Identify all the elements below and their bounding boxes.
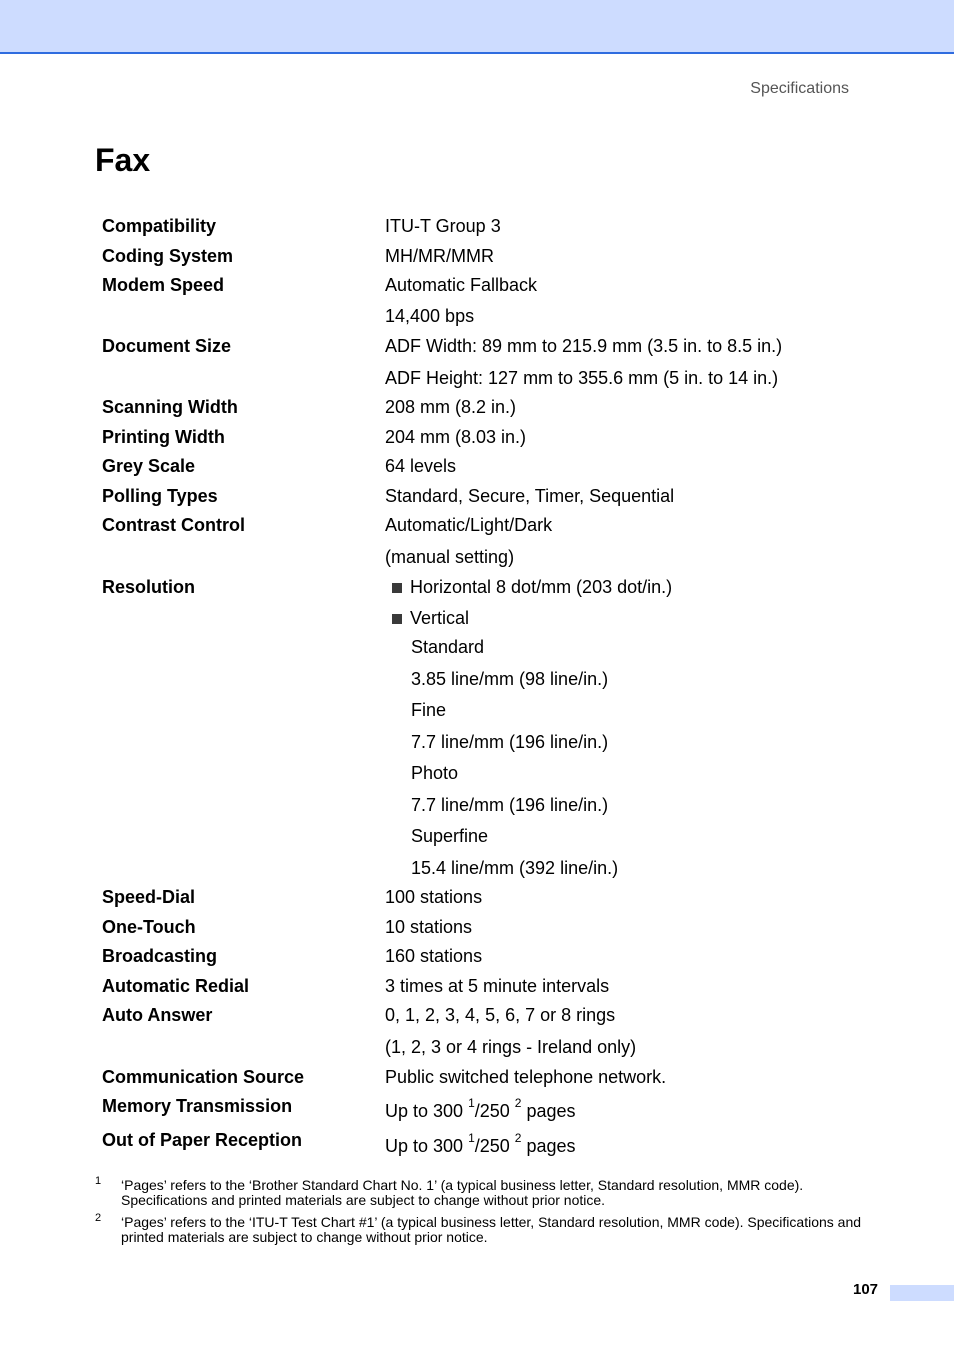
spec-label: Automatic Redial [102, 976, 250, 996]
footnote-ref: 1 [468, 1131, 475, 1145]
spec-row-contrast-control [0, 515, 954, 541]
spec-value: 204 mm (8.03 in.) [385, 427, 527, 447]
spec-value: 7.7 line/mm (196 line/in.) [411, 795, 609, 815]
spec-label: One-Touch [102, 917, 196, 937]
spec-row-document-size [0, 336, 954, 362]
spec-value: 64 levels [385, 456, 457, 476]
spec-label: Modem Speed [102, 275, 225, 295]
footnote-ref: 2 [514, 1096, 522, 1110]
value-prefix: Up to 300 [385, 1101, 469, 1121]
spec-row-automatic-redial [0, 976, 954, 1002]
spec-row-broadcasting [0, 946, 954, 972]
spec-value: 208 mm (8.2 in.) [385, 397, 517, 417]
spec-value: Automatic/Light/Dark [385, 515, 553, 535]
spec-row-one-touch [0, 917, 954, 943]
spec-row-compatibility [0, 216, 954, 242]
resolution-horizontal-text: Horizontal 8 dot/mm (203 dot/in.) [410, 577, 673, 597]
spec-row-memory-transmission [0, 1096, 954, 1122]
footnote-text: ‘Pages’ refers to the ‘Brother Standard Chart No. 1’ (a typical business letter, Standard resolution, MMR code). Specifications and printed materials are subject to change without prior notice. [121, 1177, 804, 1208]
spec-value: Fine [411, 700, 447, 720]
spec-label: Communication Source [102, 1067, 305, 1087]
footnote-mark: 1 [95, 1175, 102, 1187]
footnote-ref: 2 [514, 1131, 522, 1145]
spec-label: Memory Transmission [102, 1096, 293, 1116]
resolution-vertical-text: Vertical [410, 608, 470, 628]
spec-label: Document Size [102, 336, 232, 356]
spec-value: Standard [411, 637, 485, 657]
spec-row-resolution-vertical [0, 608, 954, 634]
spec-value: 10 stations [385, 917, 473, 937]
spec-row-out-of-paper-reception [0, 1130, 954, 1156]
spec-value: Automatic Fallback [385, 275, 538, 295]
footnote-ref: 1 [468, 1096, 475, 1110]
page-title: Fax [95, 142, 151, 178]
spec-label: Coding System [102, 246, 234, 266]
spec-value [385, 1096, 576, 1122]
resolution-mode-name [0, 763, 954, 789]
spec-value: 15.4 line/mm (392 line/in.) [411, 858, 619, 878]
spec-row-printing-width [0, 427, 954, 453]
page-tab [890, 1285, 954, 1301]
spec-row-modem-speed [0, 275, 954, 301]
header-band [0, 0, 954, 54]
resolution-mode-value [0, 795, 954, 821]
square-bullet-icon [392, 583, 402, 593]
resolution-mode-name [0, 637, 954, 663]
square-bullet-icon [392, 614, 402, 624]
value-suffix: pages [521, 1136, 576, 1156]
spec-value: Photo [411, 763, 459, 783]
resolution-mode-name [0, 826, 954, 852]
spec-label: Speed-Dial [102, 887, 196, 907]
spec-label: Polling Types [102, 486, 218, 506]
footnote-mark: 2 [95, 1212, 102, 1224]
resolution-mode-value [0, 669, 954, 695]
spec-value: 3.85 line/mm (98 line/in.) [411, 669, 609, 689]
spec-value: 14,400 bps [385, 306, 475, 326]
running-head: Specifications [750, 80, 849, 97]
spec-label: Resolution [102, 577, 195, 597]
spec-value: MH/MR/MMR [385, 246, 494, 266]
spec-label: Contrast Control [102, 515, 245, 535]
spec-row-modem-speed-cont [0, 306, 954, 332]
spec-value: Standard, Secure, Timer, Sequential [385, 486, 675, 506]
spec-value: 0, 1, 2, 3, 4, 5, 6, 7 or 8 rings [385, 1005, 616, 1025]
spec-value: 100 stations [385, 887, 483, 907]
spec-row-scanning-width [0, 397, 954, 423]
spec-value [385, 1131, 576, 1157]
spec-label: Compatibility [102, 216, 217, 236]
value-suffix: pages [521, 1101, 576, 1121]
resolution-mode-value [0, 858, 954, 884]
spec-row-grey-scale [0, 456, 954, 482]
value-mid: /250 [474, 1101, 515, 1121]
spec-label: Grey Scale [102, 456, 196, 476]
resolution-mode-value [0, 732, 954, 758]
spec-label: Auto Answer [102, 1005, 213, 1025]
spec-label: Broadcasting [102, 946, 218, 966]
spec-row-coding-system [0, 246, 954, 272]
spec-label: Printing Width [102, 427, 225, 447]
spec-value: Public switched telephone network. [385, 1067, 667, 1087]
spec-value: ITU-T Group 3 [385, 216, 501, 236]
spec-label: Out of Paper Reception [102, 1130, 303, 1150]
spec-row-resolution [0, 577, 954, 603]
spec-value: (1, 2, 3 or 4 rings - Ireland only) [385, 1037, 637, 1057]
spec-row-communication-source [0, 1067, 954, 1093]
spec-row-speed-dial [0, 887, 954, 913]
page-number: 107 [853, 1281, 879, 1298]
value-mid: /250 [474, 1136, 515, 1156]
value-prefix: Up to 300 [385, 1136, 469, 1156]
spec-value: ADF Width: 89 mm to 215.9 mm (3.5 in. to 8.5 in.) [385, 336, 783, 356]
spec-row-auto-answer-cont [0, 1037, 954, 1063]
spec-row-polling-types [0, 486, 954, 512]
spec-row-contrast-control-cont [0, 547, 954, 573]
footnote-text: ‘Pages’ refers to the ‘ITU-T Test Chart #1’ (a typical business letter, Standard resolution, MMR code). Specifications and printed materials are subject to change without prior notice. [121, 1214, 862, 1245]
spec-row-auto-answer [0, 1005, 954, 1031]
spec-value: ADF Height: 127 mm to 355.6 mm (5 in. to 14 in.) [385, 368, 779, 388]
spec-value: Superfine [411, 826, 489, 846]
spec-row-document-size-cont [0, 368, 954, 394]
resolution-mode-name [0, 700, 954, 726]
resolution-horizontal [392, 577, 672, 598]
spec-value: 160 stations [385, 946, 483, 966]
spec-value: 7.7 line/mm (196 line/in.) [411, 732, 609, 752]
spec-value: 3 times at 5 minute intervals [385, 976, 610, 996]
resolution-vertical [392, 608, 469, 629]
spec-label: Scanning Width [102, 397, 238, 417]
spec-value: (manual setting) [385, 547, 515, 567]
